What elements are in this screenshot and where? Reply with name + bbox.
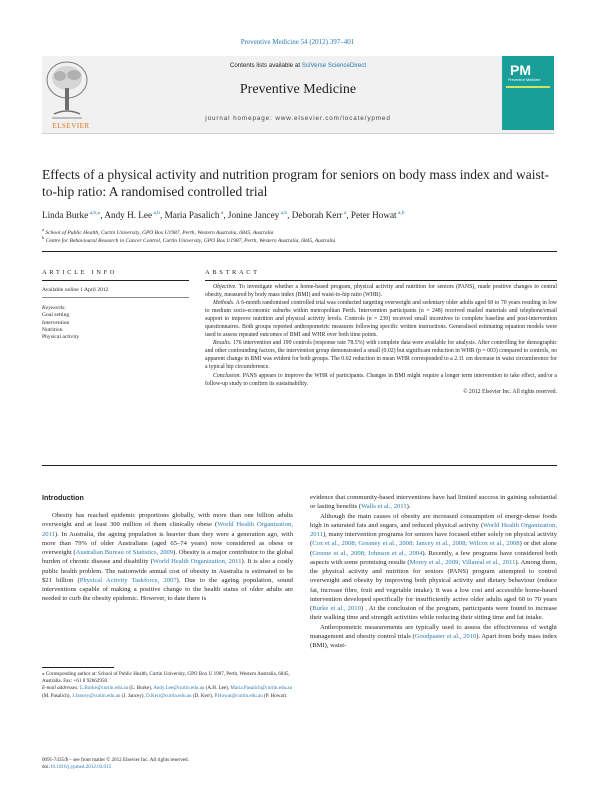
body-text: ) . At the conclusion of the program, participants were found to increase their walking time and strength activities while reducing their sitting time and fat intake. — [310, 605, 557, 622]
citation-link[interactable]: Cox et al., 2008; Greaney et al., 2008; Jancey et al., 2008; Wilcox et al., 2008 — [312, 540, 520, 548]
journal-masthead — [42, 56, 554, 134]
citation-link[interactable]: World Health Organization, 2011 — [42, 521, 294, 538]
intro-paragraph — [42, 511, 293, 604]
keyword: Physical activity — [42, 334, 80, 341]
body-text: ). Obesity is a major contributor to the global burden of chronic disease and disability ( — [42, 549, 293, 566]
citation-link[interactable]: Walls et al., 2011 — [361, 503, 407, 511]
author-affiliation-marks[interactable]: a,b — [279, 210, 288, 216]
article-info-heading: ARTICLE INFO — [42, 269, 118, 276]
abstract-label: Results. — [213, 340, 232, 347]
keyword: Intervention — [42, 319, 70, 326]
body-text: ). Recently, a few programs have considered both aspects with some promising results ( — [310, 549, 557, 566]
citation-link[interactable]: World Health Organization, 2011 — [152, 558, 242, 566]
abstract-label: Conclusion. — [213, 372, 241, 379]
abstract-text: PANS appears to improve the WHR of participants. Changes in BMI might require a longer term intervention to take effect, and/or a follow-up study to confirm its sustainability. — [205, 372, 557, 387]
citation-link[interactable]: Morey et al., 2009; Villareal et al., 2011 — [409, 558, 516, 566]
author-affiliation-marks[interactable]: a — [342, 210, 347, 216]
body-text: Obesity has reached epidemic proportions globally, with more than one billion adults overweight and at least 300 million of them clinically obese ( — [42, 512, 293, 529]
author-affiliation-marks[interactable]: a — [219, 210, 224, 216]
keyword: Nutrition — [42, 326, 63, 333]
citation-link[interactable]: Greene et al., 2008; Johnson et al., 2004 — [312, 549, 423, 557]
abstract-results — [205, 339, 557, 371]
body-text: ). Due to the ageing population, sound interventions capable of making a positive change to the health status of older adults are needed to curb the obesity epidemic. However, to date there is — [42, 576, 293, 603]
footnote-text: ⁎ Corresponding author at: School of Public Health, Curtin University, GPO Box U 1987, Perth, Western Australia, 6845, Australia. Fax: +61 8 92662958. — [42, 671, 290, 685]
body-text: ). Apart from body mass index (BMI), waist- — [310, 632, 558, 649]
abstract-rule — [205, 280, 557, 281]
body-text: ). It is also a costly public health problem. The nationwide annual cost of obesity in Australia is estimated to be $21 billion ( — [42, 558, 294, 584]
author-affiliation-marks[interactable]: a,b,⁎ — [88, 210, 101, 216]
intro-left-column — [42, 511, 293, 604]
keywords-label: Keywords: — [42, 305, 67, 311]
abstract-label: Objective. — [213, 284, 237, 290]
citation-link[interactable]: Physical Activity Taskforce, 2007 — [79, 576, 177, 584]
abstract-text: To investigate whether a home-based program, physical activity and nutrition for seniors (PANS), made positive changes to central obesity, measured by body mass index (BMI) and waist-to-hip ratio (WHR). — [205, 284, 557, 299]
author-list: Linda Burke $^{a,b,⁎}$, Andy H. Lee $^{a,b}$, Maria Pasalich $^a$, Jonine Jancey $^{a,b}$, Deborah Kerr $^a$, Peter Howat $^{a,b}$ — [42, 210, 405, 221]
author-name: Jonine Jancey — [227, 210, 280, 221]
author-affiliation-marks[interactable]: a,b — [396, 210, 405, 216]
email-owner: (J. Jancey), — [120, 692, 147, 699]
abstract-text: 176 intervention and 199 controls (response rate 78.5%) with complete data were available for analysis. After controlling for demographic and other confounding factors, the intervention group demonstrated a small (0.02) but significant reduction in WHR (p = 003) compared to controls, no apparent change in BMI was evident for both groups. The 0.02 reduction in mean WHR corresponded to a 2.11 cm decrease in waist circumference for a typical hip circumference. — [205, 340, 557, 371]
email-link[interactable]: D.Kerr@curtin.edu.au — [146, 692, 192, 699]
cover-stripe — [506, 86, 550, 88]
keyword: Goal setting — [42, 312, 70, 319]
email-link[interactable]: P.Howat@curtin.edu.au — [214, 692, 263, 699]
issn-line: 0091-7435/$ – see front matter © 2012 Elsevier Inc. All rights reserved. — [42, 757, 189, 763]
abstract-bottom-rule — [42, 465, 557, 466]
email-link[interactable]: J.Jancey@curtin.edu.au — [72, 692, 121, 699]
author-name: Peter Howat — [350, 210, 397, 221]
abstract-text: A 6-month randomised controlled trial was conducted targeting overweight and sedentary older adults aged 60 to 70 years residing in low to medium socio-economic suburbs within metropolitan Perth. Intervention participants (n = 248) received mailed materials and telephone/email support to improve nutrition and physical activity levels. Controls (n = 230) received small incentives to complete baseline and post-intervention questionnaires. Both groups reported anthropometric measures following specific written instructions. Generalised estimating equation models were used to assess repeated outcomes of BMI and WHR over both time points. — [205, 300, 557, 339]
author-affiliation-marks[interactable]: a,b — [152, 210, 161, 216]
journal-citation[interactable]: Preventive Medicine 54 (2012) 397–401 — [240, 38, 355, 46]
body-text: ). — [406, 503, 411, 511]
header-rule — [42, 251, 557, 252]
issn-footer — [42, 757, 189, 772]
abstract-methods — [205, 299, 557, 339]
journal-homepage — [42, 115, 554, 122]
intro-right-column — [310, 493, 557, 650]
homepage-prefix: journal homepage: — [205, 115, 276, 122]
body-text: ). Among them, the physical activity and nutrition for seniors (PANS) program attempted to control overweight and obesity by improving both physical activity and dietary behaviour (reduce fat, increase fibre, fruit and vegetable intake). It was a low cost and accessible home-based intervention developed specifically for insufficiently active older adults aged 60 to 70 years ( — [310, 558, 557, 612]
body-text: ). In Australia, the ageing population is heavier than they were a generation ago, with more than 79% of older Australians (aged 65–74 years) now considered as obese or overweight ( — [42, 530, 293, 556]
citation-link[interactable]: Burke et al., 2010 — [312, 605, 361, 612]
corresponding-author-footnote — [42, 671, 293, 700]
keywords-block — [42, 305, 192, 341]
email-link[interactable]: Maria.Pasalich@curtin.edu.au — [230, 685, 293, 692]
journal-title: Preventive Medicine — [239, 82, 357, 97]
email-owner: (P. Howat). — [262, 692, 288, 699]
article-info-rule — [42, 280, 189, 281]
citation-link[interactable]: Goodpaster et al., 2010 — [414, 632, 477, 640]
body-text: Anthropometric measurements are typically used to assess the effectiveness of weight management and obesity control trials ( — [310, 623, 557, 640]
abstract-heading: ABSTRACT — [205, 269, 260, 276]
affiliation-b — [42, 235, 557, 244]
email-link[interactable]: Andy.Lee@curtin.edu.au — [153, 685, 205, 692]
email-owner: (A.H. Lee), — [204, 685, 231, 692]
article-title: Effects of a physical activity and nutrition program for seniors on body mass index and waist-to-hip ratio: A randomised controlled trial — [42, 167, 550, 199]
email-owner: (D. Kerr), — [191, 692, 215, 699]
intro-paragraph — [310, 623, 557, 651]
abstract-body — [205, 283, 557, 396]
body-text: ) or diet alone ( — [310, 540, 557, 557]
footnote-rule — [42, 667, 114, 668]
cover-subtitle: Preventive Medicine — [508, 78, 541, 82]
doi-line — [42, 764, 189, 771]
sciencedirect-link[interactable]: SciVerse ScienceDirect — [301, 62, 367, 69]
citation-link[interactable]: World Health Organization, 2011 — [310, 521, 557, 538]
affiliation-mark: b — [42, 235, 45, 240]
elsevier-wordmark: ELSEVIER — [52, 122, 90, 130]
email-label: E-mail addresses: — [42, 685, 79, 692]
abstract-label: Methods. — [213, 300, 235, 307]
article-info-divider — [42, 297, 189, 298]
affiliation-text: Centre for Behavioural Research in Cancer Control, Curtin University, GPO Box U1987, Perth, Western Australia, 6845, Australia — [44, 237, 336, 244]
abstract-objective — [205, 283, 557, 299]
intro-paragraph — [310, 493, 557, 512]
introduction-heading: Introduction — [42, 493, 84, 502]
affiliation-mark: a — [42, 227, 45, 232]
contents-line — [42, 62, 554, 69]
body-text: Although the main causes of obesity are increased consumption of energy-dense foods high in saturated fats and sugars, and reduced physical activity ( — [310, 512, 557, 529]
body-text: evidence that community-based interventions have had limited success in gaining substantial or lasting benefits ( — [310, 494, 557, 511]
body-text: ), many intervention programs for seniors have focused either solely on physical activity ( — [310, 531, 557, 548]
doi-label: doi: — [42, 764, 50, 771]
available-online: Available online 1 April 2012 — [42, 287, 109, 293]
intro-paragraph — [310, 512, 557, 623]
author-name: Deborah Kerr — [291, 210, 343, 221]
email-owner: (L. Burke), — [128, 685, 154, 692]
author-name: Linda Burke — [42, 210, 89, 221]
author-name: Andy H. Lee — [104, 210, 153, 221]
citation-link[interactable]: Australian Bureau of Statistics, 2009 — [75, 549, 174, 556]
email-owner: (M. Pasalich), — [42, 692, 72, 699]
journal-cover-thumbnail — [502, 56, 554, 130]
affiliation-text: School of Public Health, Curtin University, GPO Box U1987, Perth, Western Australia, 6845, Australia — [44, 229, 274, 236]
cover-letters: PM — [510, 62, 531, 78]
abstract-copyright: © 2012 Elsevier Inc. All rights reserved. — [463, 388, 557, 395]
contents-prefix: Contents lists available at — [229, 62, 302, 69]
homepage-url-link[interactable]: www.elsevier.com/locate/ypmed — [275, 115, 391, 122]
abstract-conclusion — [205, 372, 557, 388]
author-name: Maria Pasalich — [164, 210, 220, 221]
email-link[interactable]: L.Burke@curtin.edu.au — [80, 685, 129, 692]
doi-link[interactable]: 10.1016/j.ypmed.2012.03.015 — [49, 764, 112, 771]
